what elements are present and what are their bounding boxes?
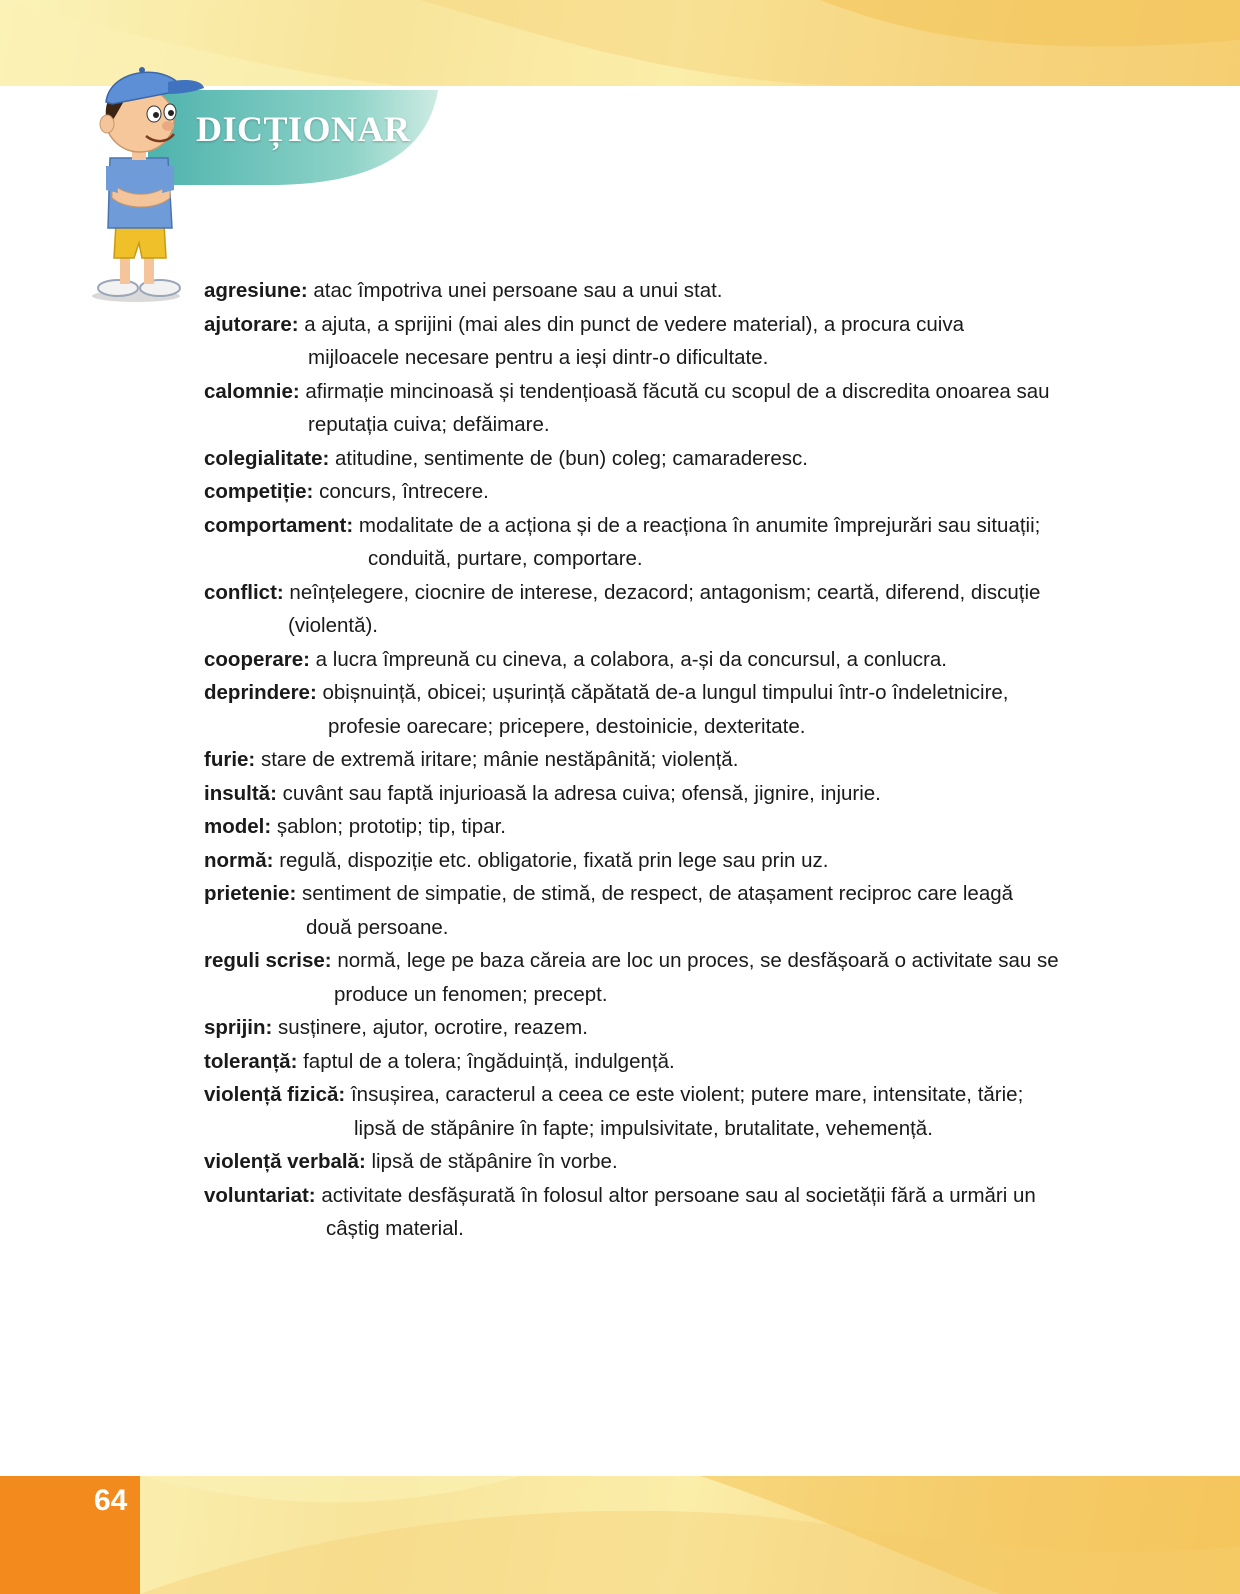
- entry-definition: sentiment de simpatie, de stimă, de respect, de atașament reciproc care leagă: [301, 882, 1014, 905]
- entry-term: prietenie:: [204, 882, 297, 905]
- entry-term: calomnie:: [204, 379, 300, 403]
- entry-definition: a ajuta, a sprijini (mai ales din punct de vedere material), a procura cuiva: [304, 312, 965, 336]
- dictionary-entry: [204, 308, 1144, 375]
- entry-definition-continued: (violentă).: [288, 614, 379, 637]
- dictionary-entry: [204, 844, 1144, 878]
- entry-term: furie:: [204, 748, 256, 771]
- entry-term: violență fizică:: [204, 1083, 346, 1106]
- entry-term: colegialitate:: [204, 446, 330, 470]
- entry-definition: lipsă de stăpânire în vorbe.: [371, 1150, 618, 1173]
- dictionary-entry: [204, 944, 1144, 1011]
- dictionary-entry: [204, 442, 1144, 476]
- entry-definition-continued: conduită, purtare, comportare.: [368, 547, 643, 570]
- entry-definition-continued: câștig material.: [326, 1217, 464, 1240]
- dictionary-entry: [204, 643, 1144, 677]
- bottom-band-swirls: [0, 1476, 1240, 1594]
- entry-term: deprindere:: [204, 681, 317, 704]
- entry-definition: atac împotriva unei persoane sau a unui stat.: [313, 279, 723, 302]
- entry-definition-continued: profesie oarecare; pricepere, destoinicie, dexteritate.: [328, 714, 806, 738]
- entry-definition: stare de extremă iritare; mânie nestăpânită; violență.: [260, 748, 739, 771]
- dictionary-entry: [204, 1011, 1144, 1045]
- entry-term: sprijin:: [204, 1016, 273, 1039]
- dictionary-entry: [204, 810, 1144, 844]
- dictionary-entry: [204, 877, 1144, 944]
- entry-definition: atitudine, sentimente de (bun) coleg; camaraderesc.: [335, 446, 808, 470]
- dictionary-entry: [204, 743, 1144, 777]
- entry-definition: modalitate de a acționa și de a reacționa în anumite împrejurări sau situații;: [358, 513, 1041, 537]
- entry-term: normă:: [204, 848, 274, 872]
- entry-definition-continued: două persoane.: [306, 915, 449, 939]
- entry-definition: șablon; prototip; tip, tipar.: [276, 815, 506, 838]
- entry-definition: însușirea, caracterul a ceea ce este violent; putere mare, intensitate, tărie;: [350, 1083, 1024, 1106]
- entry-definition-continued: mijloacele necesare pentru a ieși dintr-o dificultate.: [308, 346, 769, 369]
- dictionary-entry-list: [204, 274, 1144, 1246]
- entry-term: ajutorare:: [204, 312, 299, 336]
- dictionary-entry: [204, 777, 1144, 811]
- entry-definition: normă, lege pe baza căreia are loc un proces, se desfășoară o activitate sau se: [337, 949, 1059, 972]
- dictionary-entry: [204, 1078, 1144, 1145]
- dictionary-entry: [204, 1045, 1144, 1079]
- entry-definition: obișnuință, obicei; ușurință căpătată de-a lungul timpului într-o îndeletnicire,: [322, 681, 1009, 704]
- entry-definition: regulă, dispoziție etc. obligatorie, fixată prin lege sau prin uz.: [279, 848, 829, 872]
- dictionary-entry: [204, 274, 1144, 308]
- entry-definition: activitate desfășurată în folosul altor persoane sau al societății fără a urmări un: [321, 1183, 1036, 1207]
- entry-definition: neînțelegere, ciocnire de interese, dezacord; antagonism; ceartă, diferend, discuție: [289, 580, 1041, 604]
- dictionary-entry: [204, 509, 1144, 576]
- entry-term: voluntariat:: [204, 1183, 316, 1207]
- dictionary-entry: [204, 375, 1144, 442]
- entry-term: comportament:: [204, 513, 354, 537]
- cartoon-boy-mascot-icon: [76, 58, 216, 308]
- dictionary-entry: [204, 1145, 1144, 1179]
- entry-definition-continued: produce un fenomen; precept.: [334, 982, 608, 1006]
- page-number: 64: [94, 1484, 128, 1517]
- page-title: DICȚIONAR: [196, 109, 411, 149]
- entry-term: insultă:: [204, 781, 277, 805]
- dictionary-entry: [204, 475, 1144, 509]
- dictionary-entry: [204, 676, 1144, 743]
- entry-definition: concurs, întrecere.: [319, 480, 489, 503]
- entry-term: violență verbală:: [204, 1150, 366, 1173]
- entry-definition-continued: lipsă de stăpânire în fapte; impulsivitate, brutalitate, vehemență.: [354, 1116, 933, 1140]
- entry-definition: faptul de a tolera; îngăduință, indulgență.: [303, 1049, 675, 1073]
- bottom-decorative-band: [0, 1476, 1240, 1594]
- dictionary-entry: [204, 1179, 1144, 1246]
- entry-term: reguli scrise:: [204, 949, 332, 972]
- entry-definition: cuvânt sau faptă injurioasă la adresa cuiva; ofensă, jignire, injurie.: [282, 781, 881, 805]
- entry-definition-continued: reputația cuiva; defăimare.: [308, 413, 550, 436]
- entry-term: cooperare:: [204, 647, 310, 671]
- entry-term: conflict:: [204, 580, 284, 604]
- entry-term: model:: [204, 815, 272, 838]
- entry-definition: afirmație mincinoasă și tendențioasă făcută cu scopul de a discredita onoarea sau: [305, 379, 1050, 403]
- entry-definition: susținere, ajutor, ocrotire, reazem.: [278, 1016, 588, 1039]
- entry-term: toleranță:: [204, 1049, 298, 1073]
- entry-term: agresiune:: [204, 279, 308, 302]
- entry-term: competiție:: [204, 480, 314, 503]
- dictionary-entry: [204, 576, 1144, 643]
- entry-definition: a lucra împreună cu cineva, a colabora, a-și da concursul, a conlucra.: [315, 647, 947, 671]
